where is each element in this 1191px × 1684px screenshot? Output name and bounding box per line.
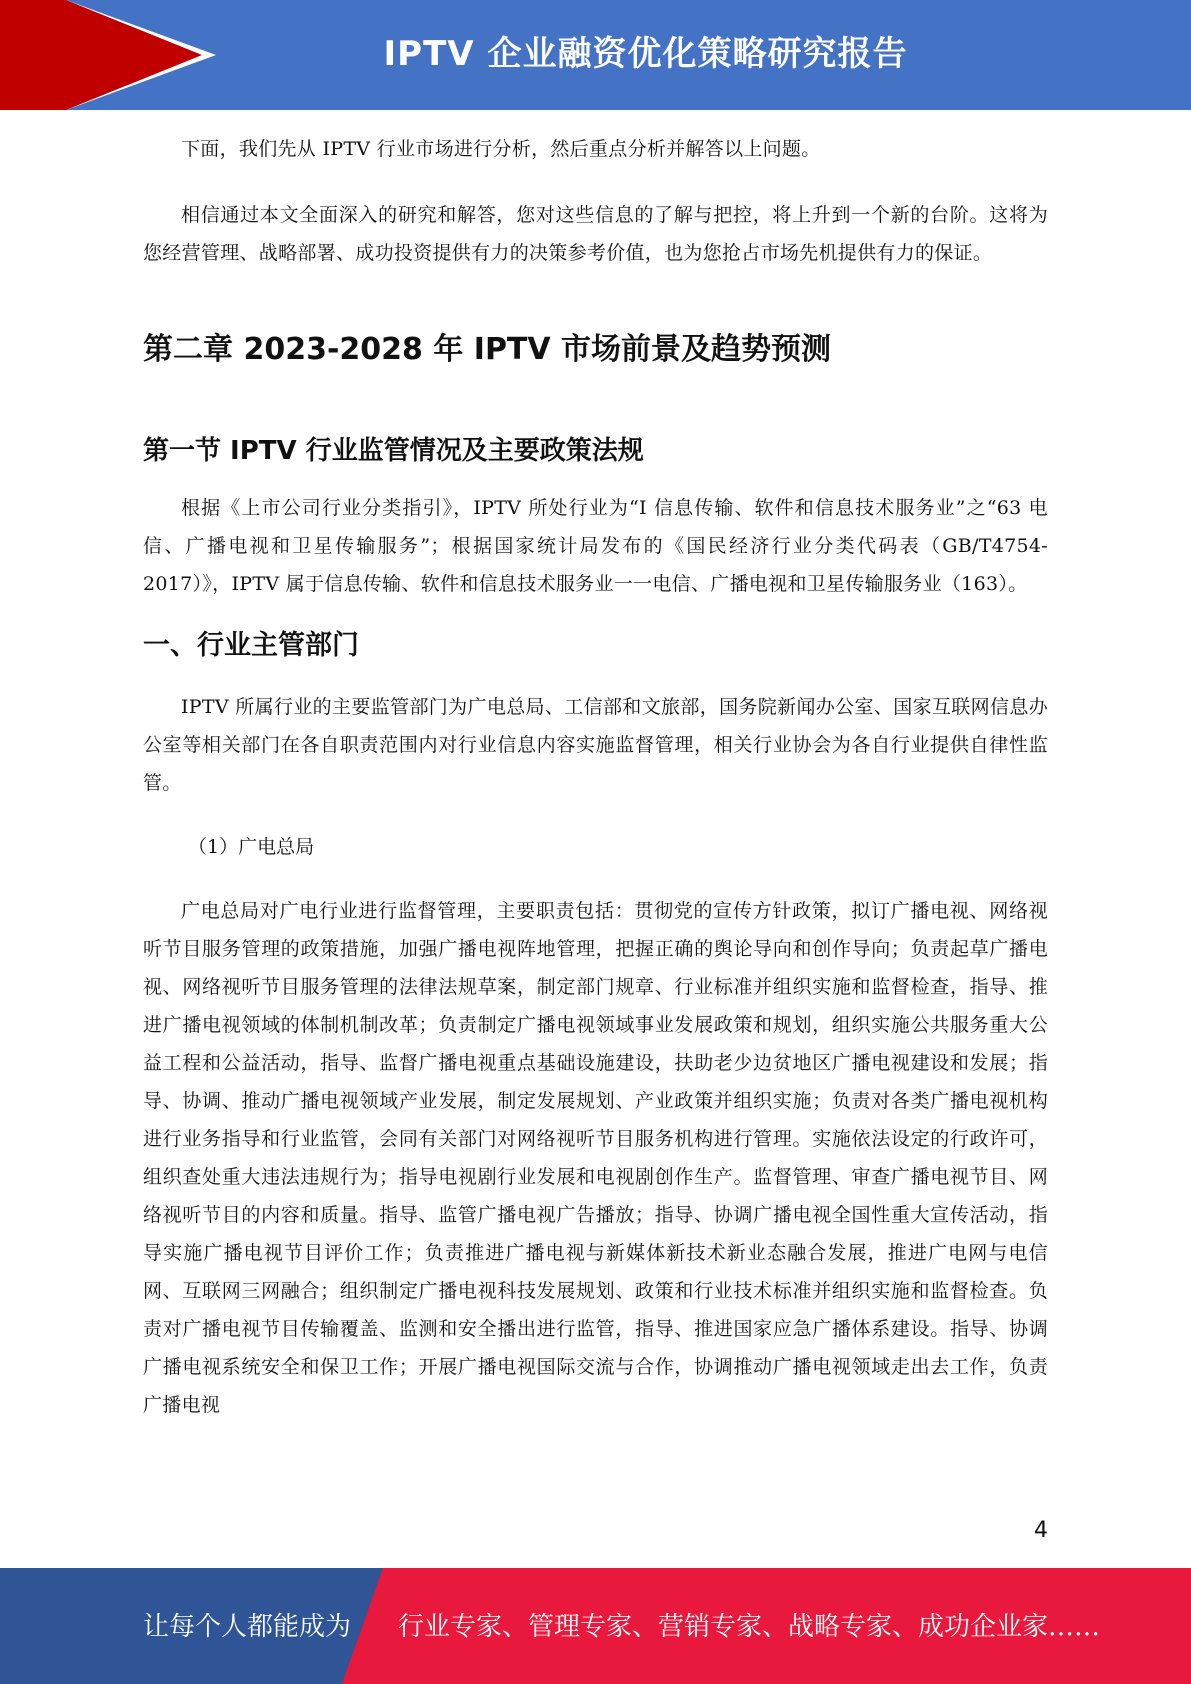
footer-slogan-left: 让每个人都能成为 bbox=[143, 1612, 352, 1642]
sarft-paragraph: 广电总局对广电行业进行监督管理，主要职责包括：贯彻党的宣传方针政策，拟订广播电视、网络视听节目服务管理的政策措施，加强广播电视阵地管理，把握正确的舆论导向和创作导向；负责起草广播电视、网络视听节目服务管理的法律法规草案，制定部门规章、行业标准并组织实施和监督检查，指导、推进广播电视领域的体制机制改革；负责制定广播电视领域事业发展政策和规划，组织实施公共服务重大公益工程和公益活动，指导、监督广播电视重点基础设施建设，扶助老少边贫地区广播电视建设和发展；指导、协调、推动广播电视领域产业发展，制定发展规划、产业政策并组织实施；负责对各类广播电视机构进行业务指导和行业监管，会同有关部门对网络视听节目服务机构进行管理。实施依法设定的行政许可，组织查处重大违法违规行为；指导电视剧行业发展和电视剧创作生产。监督管理、审查广播电视节目、网络视听节目的内容和质量。指导、监管广播电视广告播放；指导、协调广播电视全国性重大宣传活动，指导实施广播电视节目评价工作；负责推进广播电视与新媒体新技术新业态融合发展，推进广电网与电信网、互联网三网融合；组织制定广播电视科技发展规划、政策和行业技术标准并组织实施和监督检查。负责对广播电视节目传输覆盖、监测和安全播出进行监管，指导、推进国家应急广播体系建设。指导、协调广播电视系统安全和保卫工作；开展广播电视国际交流与合作，协调推动广播电视领域走出去工作，负责广播电视 bbox=[143, 900, 1048, 1416]
intro-paragraph-2: 相信通过本文全面深入的研究和解答，您对这些信息的了解与把控，将上升到一个新的台阶。这将为您经营管理、战略部署、成功投资提供有力的决策参考价值，也为您抢占市场先机提供有力的保证。 bbox=[143, 204, 1048, 264]
page-number: 4 bbox=[1034, 1518, 1048, 1543]
sub-item-sarft: （1）广电总局 bbox=[188, 836, 315, 858]
section-paragraph: 根据《上市公司行业分类指引》，IPTV 所处行业为“I 信息传输、软件和信息技术服务业”之“63 电信、广播电视和卫星传输服务”；根据国家统计局发布的《国民经济行业分类代码表（GB/T4754-2017）》，IPTV 属于信息传输、软件和信息技术服务业一一电信、广播电视和卫星传输服务业（163）。 bbox=[143, 497, 1048, 595]
footer-slogan-right: 行业专家、管理专家、营销专家、战略专家、成功企业家…… bbox=[398, 1612, 1101, 1642]
section-title: 第一节 IPTV 行业监管情况及主要政策法规 bbox=[143, 436, 644, 466]
chapter-title: 第二章 2023-2028 年 IPTV 市场前景及趋势预测 bbox=[143, 332, 832, 367]
header-red-block bbox=[0, 0, 66, 110]
heading-industry-authority: 一、行业主管部门 bbox=[143, 630, 359, 661]
authority-paragraph: IPTV 所属行业的主要监管部门为广电总局、工信部和文旅部，国务院新闻办公室、国家互联网信息办公室等相关部门在各自职责范围内对行业信息内容实施监督管理，相关行业协会为各自行业提供自律性监管。 bbox=[143, 696, 1048, 794]
header-arrow bbox=[66, 0, 202, 110]
page-header bbox=[0, 0, 1191, 110]
report-title: IPTV 企业融资优化策略研究报告 bbox=[383, 34, 908, 74]
page-content bbox=[143, 130, 1048, 1424]
page-footer bbox=[0, 1568, 1191, 1684]
intro-paragraph-1: 下面，我们先从 IPTV 行业市场进行分析，然后重点分析并解答以上问题。 bbox=[181, 138, 821, 160]
